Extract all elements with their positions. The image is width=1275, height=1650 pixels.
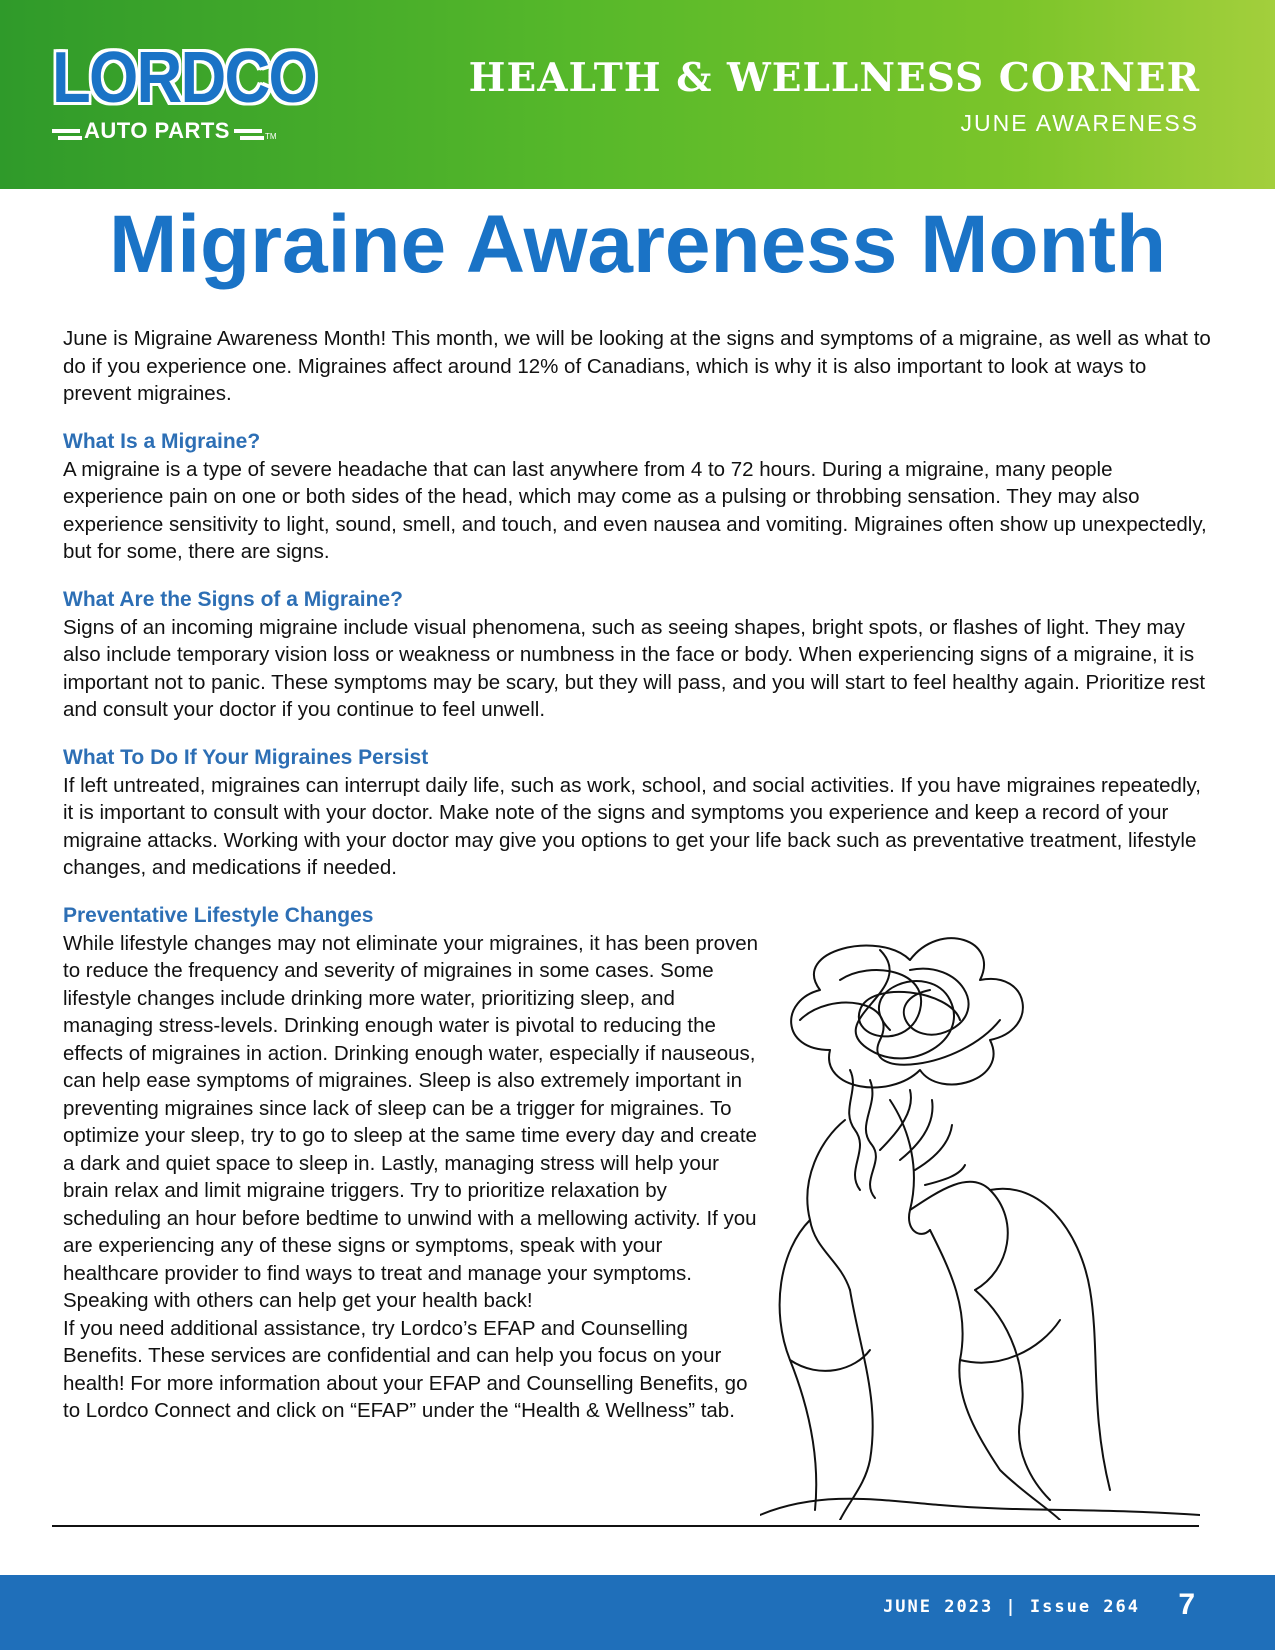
lordco-logo (52, 40, 322, 145)
logo-subtext: AUTO PARTS (84, 118, 230, 143)
efap-paragraph: If you need additional assistance, try Lordco’s EFAP and Counselling Benefits. These services are confidential and can help you focus on your health! For more information about your EFAP and Counselling Benefits, go to Lordco Connect and click on “EFAP” under the “Health & Wellness” tab. (63, 1316, 748, 1422)
intro-paragraph: June is Migraine Awareness Month! This month, we will be looking at the signs and symptoms of a migraine, as well as what to do if you experience one. Migraines affect around 12% of Canadians, which is why it is also important to look at ways to prevent migraines. (63, 327, 1211, 405)
section-signs (63, 586, 1213, 724)
logo-wordmark: LORDCO (52, 38, 316, 118)
bottom-divider (52, 1525, 1199, 1527)
section-paragraph: While lifestyle changes may not eliminate your migraines, it has been proven to reduce the frequency and severity of migraines in some cases. Some lifestyle changes include drinking more water, prioritizing sleep, and managing stress-levels. Drinking enough water is pivotal to reducing the effects of migraines in action. Drinking enough water, especially if nauseous, can help ease symptoms of migraines. Sleep is also extremely important in preventing migraines since lack of sleep can be a trigger for migraines. To optimize your sleep, try to go to sleep at the same time every day and create a dark and quiet space to sleep in. Lastly, managing stress will help your brain relax and limit migraine triggers. Try to prioritize relaxation by scheduling an hour before bedtime to unwind with a mellowing activity. If you are experiencing any of these signs or symptoms, speak with your healthcare provider to find ways to treat and manage your symptoms. Speaking with others can help get your health back! (63, 931, 759, 1312)
section-paragraph: If left untreated, migraines can interrupt daily life, such as work, school, and social activities. If you have migraines repeatedly, it is important to consult with your doctor. Make note of the signs and symptoms you experience and keep a record of your migraine attacks. Working with your doctor may give you options to get your life back such as preventative treatment, lifestyle changes, and medications if needed. (63, 773, 1201, 879)
section-heading: Preventative Lifestyle Changes (63, 903, 374, 927)
logo-dash-right (234, 129, 262, 133)
logo-subline (52, 118, 322, 144)
section-heading: What Are the Signs of a Migraine? (63, 587, 403, 611)
newsletter-section-subtitle: JUNE AWARENESS (960, 110, 1199, 136)
newsletter-section-title: HEALTH & WELLNESS CORNER (468, 55, 1200, 101)
section-heading: What Is a Migraine? (63, 429, 261, 453)
section-what-is (63, 428, 1213, 566)
headache-line-art-illustration (760, 930, 1200, 1520)
section-paragraph: A migraine is a type of severe headache that can last anywhere from 4 to 72 hours. During a migraine, many people experience pain on one or both sides of the head, which may come as a pulsing or throbbing sensation. They may also experience sensitivity to light, sound, smell, and touch, and even nausea and vomiting. Migraines often show up unexpectedly, but for some, there are signs. (63, 457, 1207, 563)
section-persist (63, 744, 1213, 882)
section-heading: What To Do If Your Migraines Persist (63, 745, 429, 769)
issue-date: JUNE 2023 | Issue 264 (883, 1597, 1140, 1617)
section-lifestyle (63, 902, 763, 1425)
section-paragraph: Signs of an incoming migraine include visual phenomena, such as seeing shapes, bright spots, or flashes of light. They may also include temporary vision loss or weakness or numbness in the face or body. When experiencing signs of a migraine, it is important not to panic. These symptoms may be scary, but they will pass, and you will start to feel healthy again. Prioritize rest and consult your doctor if you continue to feel unwell. (63, 615, 1206, 721)
logo-dash-left (52, 129, 80, 133)
page-number: 7 (1178, 1588, 1195, 1621)
article-title: Migraine Awareness Month (108, 199, 1167, 290)
header-banner (0, 0, 1275, 189)
logo-trademark: TM (264, 131, 277, 141)
